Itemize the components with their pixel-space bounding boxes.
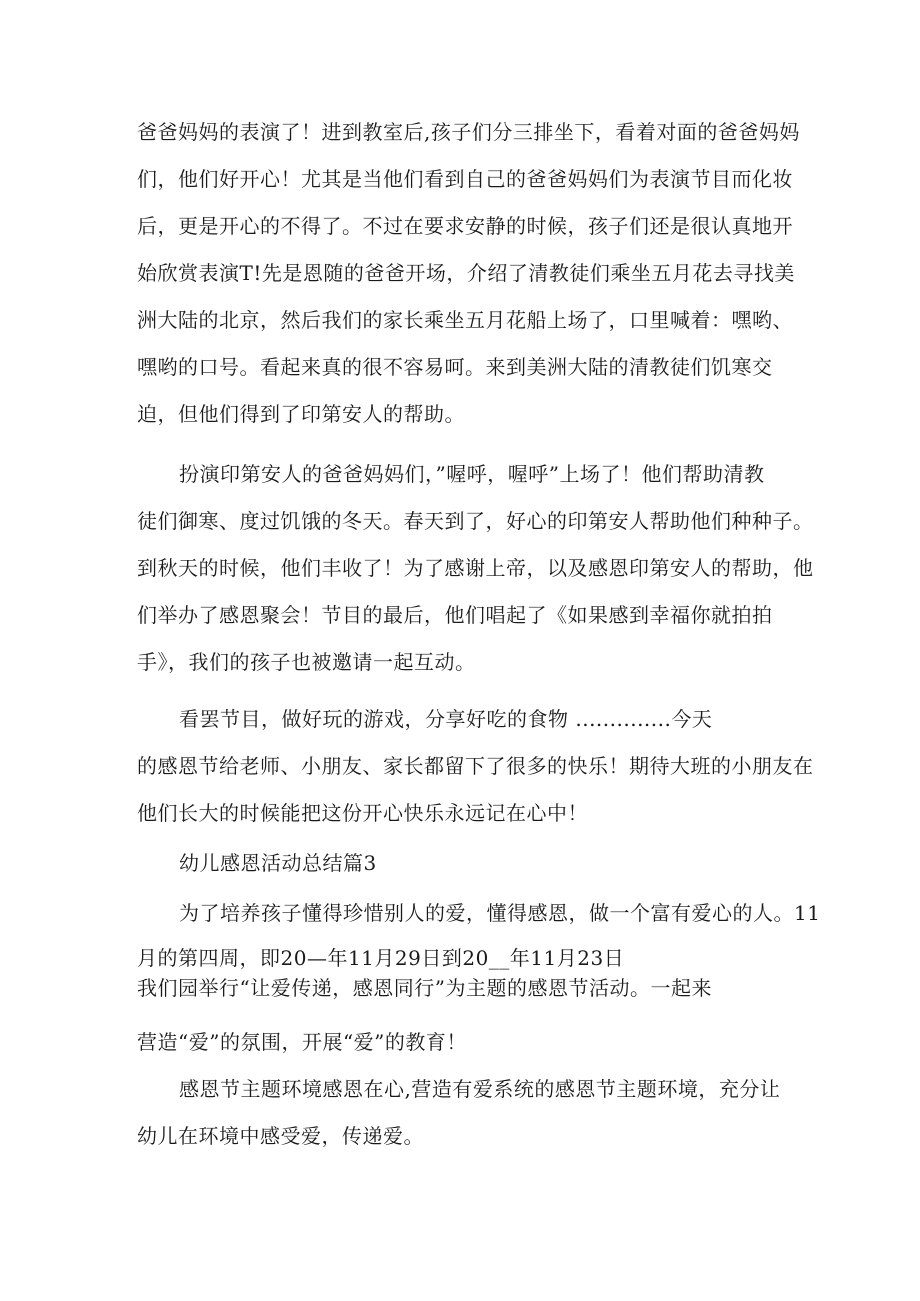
text-line-10: 到秋天的时候，他们丰收了！为了感谢上帝，以及感恩印第安人的帮助，他 bbox=[137, 556, 814, 580]
text-line-2: 们，他们好开心！尤其是当他们看到自己的爸爸妈妈们为表演节目而化妆 bbox=[137, 167, 793, 191]
text-line-7: 迫，但他们得到了印第安人的帮助。 bbox=[137, 402, 465, 426]
text-line-19: 营造“爱”的氛围，开展“爱”的教育！ bbox=[137, 1030, 467, 1054]
text-line-11: 们举办了感恩聚会！节目的最后，他们唱起了《如果感到幸福你就拍拍 bbox=[137, 603, 773, 627]
text-line-18: 我们园举行“让爱传递，感恩同行”为主题的感恩节活动。一起来 bbox=[137, 976, 712, 1000]
text-line-8: 扮演印第安人的爸爸妈妈们，”喔呼，喔呼”上场了！他们帮助清教 bbox=[179, 462, 765, 486]
text-line-1: 爸爸妈妈的表演了！进到教室后,孩子们分三排坐下，看着对面的爸爸妈妈 bbox=[137, 120, 800, 144]
text-line-6: 嘿哟的口号。看起来真的很不容易呵。来到美洲大陆的清教徒们饥寒交 bbox=[137, 355, 773, 379]
text-line-13: 看罢节目，做好玩的游戏，分享好吃的食物 ..............今天 bbox=[179, 707, 713, 731]
text-line-15: 他们长大的时候能把这份开心快乐永远记在心中！ bbox=[137, 801, 588, 825]
text-line-9: 徒们御寒、度过饥饿的冬天。春天到了，好心的印第安人帮助他们种种子。 bbox=[137, 509, 814, 533]
text-line-4: 始欣赏表演T!先是恩随的爸爸开场，介绍了清教徒们乘坐五月花去寻找美 bbox=[137, 261, 795, 285]
text-line-3: 后，更是开心的不得了。不过在要求安静的时候，孩子们还是很认真地开 bbox=[137, 214, 793, 238]
section-heading: 幼儿感恩活动总结篇3 bbox=[179, 851, 377, 875]
text-line-14: 的感恩节给老师、小朋友、家长都留下了很多的快乐！期待大班的小朋友在 bbox=[137, 754, 814, 778]
text-line-12: 手》，我们的孩子也被邀请一起互动。 bbox=[137, 650, 476, 674]
text-line-20: 感恩节主题环境感恩在心,营造有爱系统的感恩节主题环境，充分让 bbox=[179, 1077, 781, 1101]
text-line-17: 月的第四周，即20—年11月29日到20__年11月23日 bbox=[137, 946, 625, 970]
text-line-21: 幼儿在环境中感受爱，传递爱。 bbox=[137, 1124, 424, 1148]
text-line-16: 为了培养孩子懂得珍惜别人的爱，懂得感恩，做一个富有爱心的人。11 bbox=[179, 901, 821, 925]
text-line-5: 洲大陆的北京，然后我们的家长乘坐五月花船上场了，口里喊着：嘿哟、 bbox=[137, 308, 793, 332]
